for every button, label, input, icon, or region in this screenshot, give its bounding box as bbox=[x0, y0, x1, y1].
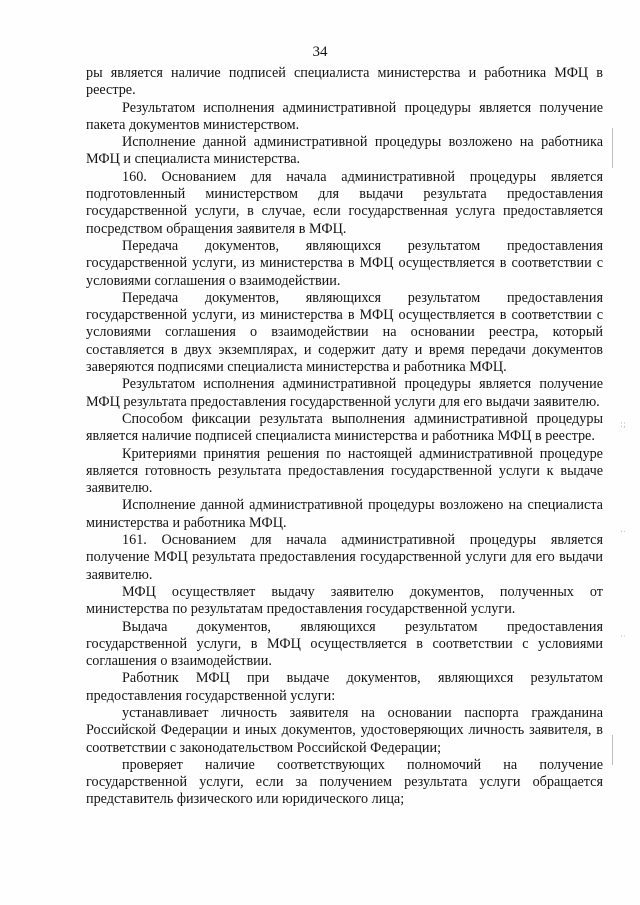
paragraph: Исполнение данной административной процедуры возложено на работника МФЦ и специалиста министерства. bbox=[86, 134, 603, 168]
paragraph: проверяет наличие соответствующих полномочий на получение государственной услуги, если за получением результата услуги обращается представитель физического или юридического лица; bbox=[86, 756, 603, 808]
paragraph: Способом фиксации результата выполнения административной процедуры является наличие подписей специалиста министерства и работника МФЦ в реестре. bbox=[86, 410, 603, 445]
scan-edge-mark bbox=[612, 735, 613, 765]
scan-edge-mark bbox=[612, 128, 613, 168]
paragraph: Работник МФЦ при выдаче документов, являющихся результатом предоставления государственной услуги: bbox=[86, 670, 603, 704]
scan-speck: ·· bbox=[620, 632, 626, 642]
body-text bbox=[86, 65, 603, 809]
paragraph: Исполнение данной административной процедуры возложено на специалиста министерства и работника МФЦ. bbox=[86, 497, 603, 531]
paragraph: 161. Основанием для начала административной процедуры является получение МФЦ результата предоставления государственной услуги для его выдачи заявителю. bbox=[86, 532, 603, 583]
scan-speck: .. bbox=[620, 525, 626, 535]
paragraph: Передача документов, являющихся результатом предоставления государственной услуги, из министерства в МФЦ осуществляется в соответствии с условиями соглашения о взаимодействии на основании реестра, который составляется в двух экземплярах, и содержит дату и время передачи документов заверяются подписями специалиста министерства и работника МФЦ. bbox=[86, 289, 603, 376]
paragraph: Критериями принятия решения по настоящей административной процедуре является готовность результата предоставления государственной услуги к выдаче заявителю. bbox=[86, 445, 603, 497]
paragraph: 160. Основанием для начала административной процедуры является подготовленный министерством для выдачи результата предоставления государственной услуги, в случае, если государственная услуга предоставляется посредством обращения заявителя в МФЦ. bbox=[86, 168, 603, 237]
page-number: 34 bbox=[312, 44, 328, 60]
paragraph: Результатом исполнения административной процедуры является получение МФЦ результата предоставления государственной услуги для его выдачи заявителю. bbox=[86, 376, 603, 410]
paragraph: ры является наличие подписей специалиста министерства и работника МФЦ в реестре. bbox=[86, 65, 603, 99]
paragraph: Результатом исполнения административной процедуры является получение пакета документов министерством. bbox=[86, 99, 603, 133]
paragraph: Выдача документов, являющихся результатом предоставления государственной услуги, в МФЦ осуществляется в соответствии с условиями соглашения о взаимодействии. bbox=[86, 618, 603, 670]
paragraph: Передача документов, являющихся результатом предоставления государственной услуги, из министерства в МФЦ осуществляется в соответствии с условиями соглашения о взаимодействии. bbox=[86, 237, 603, 289]
paragraph: МФЦ осуществляет выдачу заявителю документов, полученных от министерства по результатам предоставления государственной услуги. bbox=[86, 583, 603, 618]
paragraph: устанавливает личность заявителя на основании паспорта гражданина Российской Федерации и иных документов, удостоверяющих личность заявителя, в соответствии с законодательством Российской Федерации; bbox=[86, 704, 603, 756]
scan-speck: :; bbox=[620, 420, 627, 430]
